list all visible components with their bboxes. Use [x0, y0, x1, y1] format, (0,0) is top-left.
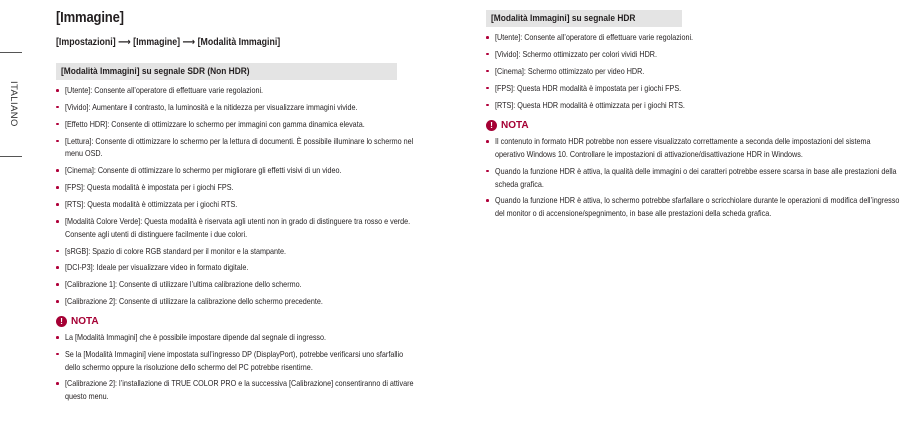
list-item [56, 348, 408, 373]
menu-path: [Impostazioni] ⟶ [Immagine] ⟶ [Modalità Immagini] [56, 37, 281, 48]
hdr-heading [486, 10, 682, 27]
nota-label: NOTA [71, 315, 99, 327]
sdr-heading [56, 63, 397, 80]
list-item [56, 164, 408, 177]
list-item [56, 101, 408, 114]
list-item-text: Quando la funzione HDR è attiva, lo schermo potrebbe sfarfallare o scricchiolare durante le operazioni di modifica dell’ingresso del monitor o di accensione/spegnimento, in base alle prestazioni della scheda grafica. [495, 195, 900, 219]
list-item-text: [Calibrazione 2]: Consente di utilizzare la calibrazione dello schermo precedente. [65, 296, 323, 307]
hdr-heading-text: [Modalità Immagini] su segnale HDR [491, 13, 636, 24]
sdr-heading-text: [Modalità Immagini] su segnale SDR (Non HDR) [61, 66, 250, 77]
list-item-text: [Utente]: Consente all’operatore di effettuare varie regolazioni. [65, 85, 264, 95]
language-label: ITALIANO [8, 81, 19, 127]
list-item [56, 377, 414, 402]
list-item [486, 165, 896, 190]
list-item-text: [RTS]: Questa modalità è ottimizzata per i giochi RTS. [65, 199, 238, 210]
list-item-text: La [Modalità Immagini] che è possibile impostare dipende dal segnale di ingresso. [65, 331, 327, 342]
nota-heading [486, 120, 896, 131]
list-item [56, 278, 408, 291]
list-item [56, 245, 408, 258]
page-title: [Immagine] [56, 10, 124, 26]
list-item-text: [Cinema]: Consente di ottimizzare lo schermo per migliorare gli effetti visivi di un video. [65, 165, 342, 176]
list-item [56, 135, 414, 160]
hdr-mode-list [486, 31, 896, 111]
exclamation-circle-icon: ! [486, 120, 497, 131]
list-item-text: [Vivido]: Schermo ottimizzato per colori vividi HDR. [495, 48, 657, 59]
list-item-text: [FPS]: Questa modalità è impostata per i giochi FPS. [65, 182, 234, 193]
right-column [486, 0, 900, 224]
list-item-text: [Cinema]: Schermo ottimizzato per video HDR. [495, 65, 645, 76]
list-item-text: [Effetto HDR]: Consente di ottimizzare lo schermo per immagini con gamma dinamica elevata. [65, 118, 365, 129]
list-item [56, 198, 408, 211]
list-item-text: [Modalità Colore Verde]: Questa modalità è riservata agli utenti non in grado di distinguere tra rosso e verde. Consente agli utenti di distinguere facilmente i due colori. [65, 215, 411, 239]
list-item [56, 118, 408, 131]
list-item-text: Quando la funzione HDR è attiva, la qualità delle immagini o dei caratteri potrebbe essere scarsa in base alle prestazioni della scheda grafica. [495, 165, 897, 189]
list-item [486, 194, 900, 219]
list-item [486, 65, 896, 78]
list-item [56, 84, 408, 97]
left-column [56, 0, 414, 407]
nota-heading [56, 316, 408, 327]
list-item [56, 215, 411, 240]
list-item-text: [sRGB]: Spazio di colore RGB standard per il monitor e la stampante. [65, 245, 286, 256]
list-item [486, 135, 896, 160]
list-item-text: [Vivido]: Aumentare il contrasto, la luminosità e la nitidezza per visualizzare immagini vivide. [65, 101, 358, 112]
language-side-tab [0, 52, 22, 158]
list-item-text: [Calibrazione 2]: l’installazione di TRUE COLOR PRO e la successiva [Calibrazione] consentiranno di attivare questo menu. [65, 378, 414, 402]
list-item [56, 261, 408, 274]
side-tab-bottom-rule [0, 156, 22, 157]
list-item-text: Il contenuto in formato HDR potrebbe non essere visualizzato correttamente a seconda delle impostazioni del sistema operativo Windows 10. Controllare le impostazioni di attivazione/disattivazione HDR in Windows. [495, 136, 871, 159]
list-item-text: [Calibrazione 1]: Consente di utilizzare l’ultima calibrazione dello schermo. [65, 279, 302, 290]
sdr-mode-list [56, 84, 414, 308]
list-item-text: [RTS]: Questa HDR modalità è ottimizzata per i giochi RTS. [495, 99, 685, 110]
list-item [56, 181, 408, 194]
list-item [486, 99, 896, 112]
nota-list [56, 331, 414, 403]
list-item [56, 331, 408, 344]
exclamation-circle-icon: ! [56, 316, 67, 327]
list-item [486, 31, 896, 44]
list-item-text: Se la [Modalità Immagini] viene impostata sull’ingresso DP (DisplayPort), potrebbe verificarsi uno sfarfallio dello schermo oppure la risoluzione dello schermo del PC potrebbe risentirne. [65, 348, 404, 372]
list-item-text: [Utente]: Consente all’operatore di effettuare varie regolazioni. [495, 32, 694, 42]
list-item-text: [FPS]: Questa HDR modalità è impostata per i giochi FPS. [495, 82, 682, 93]
nota-label: NOTA [501, 120, 529, 132]
list-item-text: [Lettura]: Consente di ottimizzare lo schermo per la lettura di documenti. È possibile illuminare lo schermo nel menu OSD. [65, 135, 414, 159]
side-tab-top-rule [0, 52, 22, 53]
list-item [56, 295, 408, 308]
nota-list [486, 135, 900, 220]
list-item [486, 48, 896, 61]
list-item [486, 82, 896, 95]
list-item-text: [DCI-P3]: Ideale per visualizzare video in formato digitale. [65, 262, 249, 273]
